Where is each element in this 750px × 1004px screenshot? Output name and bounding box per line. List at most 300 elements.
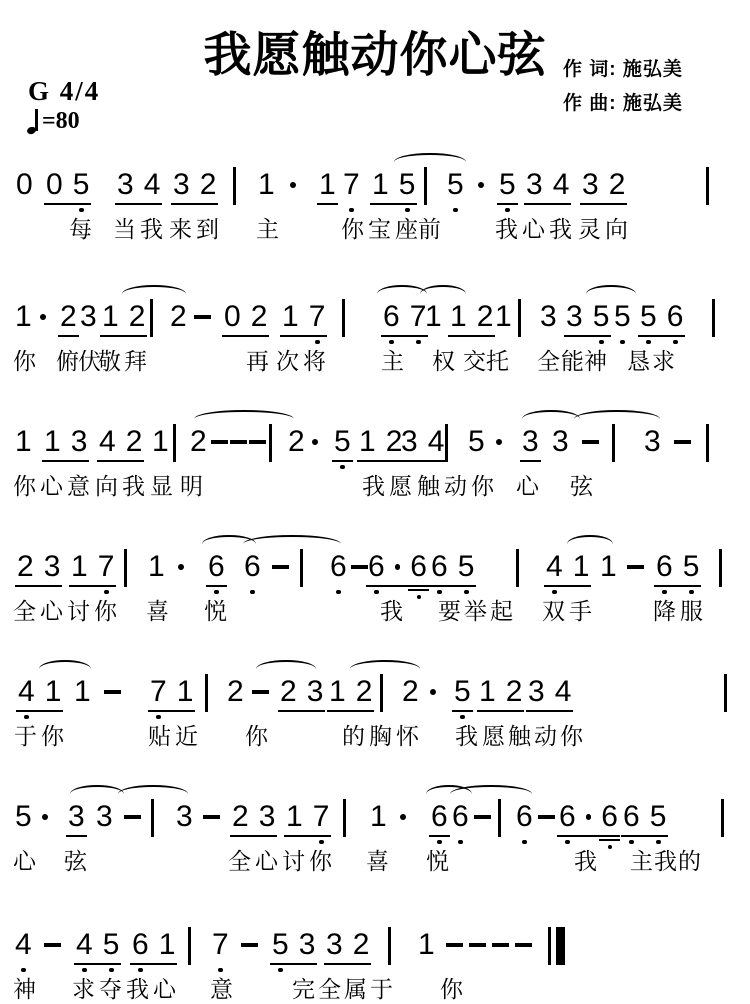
lyric-syllable: 我	[126, 976, 149, 1002]
lyric-syllable: 意	[210, 976, 233, 1002]
note: 1	[319, 168, 336, 201]
note: 6	[208, 550, 225, 583]
lyric-syllable: 喜	[146, 598, 169, 624]
barline	[388, 927, 391, 965]
lyric-syllable: 我	[362, 473, 385, 499]
note: 1	[450, 300, 467, 333]
beam-group	[477, 677, 524, 712]
note: 6	[516, 800, 533, 833]
beam-group	[526, 677, 573, 712]
lyric-syllable: 你	[13, 348, 36, 374]
lyric-syllable: 近	[175, 723, 198, 749]
slur-tie-arc	[118, 785, 188, 803]
beam-group	[399, 427, 446, 462]
note: 4	[99, 425, 116, 458]
lyric-syllable: 要	[438, 598, 461, 624]
note: 2	[232, 800, 249, 833]
note: 2	[352, 928, 370, 961]
lyric-syllable: 神	[13, 976, 36, 1002]
tempo-value: =80	[42, 108, 80, 134]
note: 5	[640, 300, 657, 333]
beam-group	[58, 302, 79, 337]
lyric-syllable: 求	[72, 976, 95, 1002]
lyric-syllable: 我	[140, 216, 163, 242]
note: 3	[43, 550, 61, 583]
lyric-syllable: 讨	[67, 598, 90, 624]
lyric-syllable: 愿	[482, 723, 505, 749]
lyric-syllable: 神	[584, 348, 607, 374]
lyric-syllable: 弦	[64, 848, 87, 874]
note: 4	[552, 168, 570, 201]
beam-group	[130, 930, 177, 965]
note: 3	[96, 800, 113, 833]
lyricist-credit: 作 词: 施弘美	[563, 59, 683, 80]
note: 0	[16, 168, 33, 201]
lyric-syllable: 能	[561, 348, 584, 374]
lyric-syllable: 拜	[124, 348, 147, 374]
beam-group	[654, 552, 701, 587]
barline	[498, 799, 501, 837]
lyric-syllable: 服	[680, 598, 703, 624]
duration-dash	[252, 690, 269, 694]
lyric-syllable: 心	[516, 473, 539, 499]
beam-group	[171, 170, 218, 205]
barline	[712, 299, 715, 337]
lyric-syllable: 全	[228, 848, 251, 874]
note: 5	[649, 800, 667, 833]
note: 1	[152, 425, 169, 458]
duration-dash	[674, 440, 691, 444]
lyric-syllable: 敬	[98, 348, 121, 374]
lyric-syllable: 心	[255, 848, 278, 874]
final-barline	[556, 927, 565, 965]
note: 7	[212, 928, 229, 961]
slur-tie-arc	[122, 285, 186, 303]
slur-tie-arc	[522, 410, 580, 428]
lyric-syllable: 明	[180, 473, 203, 499]
barline	[516, 549, 519, 587]
beam-group	[278, 677, 325, 712]
note: 3	[522, 425, 539, 458]
lyric-syllable: 胸	[369, 723, 392, 749]
slur-tie-arc	[350, 660, 420, 678]
augmentation-dot	[496, 439, 502, 445]
lyric-syllable: 宝	[368, 216, 391, 242]
augmentation-dot	[478, 182, 484, 188]
note: 2	[608, 168, 626, 201]
note: 2	[476, 300, 494, 333]
note: 3	[540, 300, 557, 333]
slur-tie-arc	[39, 660, 91, 678]
lyric-syllable: 向	[95, 473, 118, 499]
lyric-syllable: 主	[630, 848, 653, 874]
lyric-syllable: 全	[318, 976, 341, 1002]
note: 1	[286, 800, 303, 833]
lyric-syllable: 怀	[396, 723, 419, 749]
note: 1	[102, 300, 119, 333]
note: 0	[46, 168, 63, 201]
lyric-syllable: 我	[380, 598, 403, 624]
lyric-syllable: 举	[464, 598, 487, 624]
lyric-syllable: 主	[256, 216, 279, 242]
note: 2	[190, 425, 207, 458]
lyric-syllable: 座	[395, 216, 418, 242]
note: 4	[554, 675, 572, 708]
lyric-syllable: 心	[522, 216, 545, 242]
lyric-syllable: 我	[549, 216, 572, 242]
beam-group	[15, 552, 62, 587]
note: 3	[173, 168, 190, 201]
barline	[188, 927, 191, 965]
beam-group	[524, 170, 571, 205]
lyric-syllable: 属	[344, 976, 367, 1002]
barline	[445, 424, 448, 462]
lyric-syllable: 起	[490, 598, 513, 624]
beam-group	[100, 302, 147, 337]
duration-dash	[124, 815, 141, 819]
lyric-syllable: 悦	[426, 848, 449, 874]
lyric-syllable: 你	[341, 216, 364, 242]
note: 0	[224, 300, 241, 333]
lyric-syllable: 意	[67, 473, 90, 499]
duration-dash	[582, 440, 599, 444]
note: 1	[71, 550, 88, 583]
lyric-syllable: 的	[678, 848, 701, 874]
note: 5	[468, 425, 485, 458]
beam-group	[357, 427, 404, 462]
note: 2	[60, 300, 77, 333]
duration-dash	[230, 440, 247, 444]
duration-dash	[538, 815, 555, 819]
beam-group	[327, 677, 374, 712]
lyric-syllable: 心	[153, 976, 176, 1002]
augmentation-dot	[178, 564, 184, 570]
note: 3	[528, 675, 545, 708]
quarter-note-icon	[27, 108, 40, 135]
note: 6	[368, 550, 385, 583]
note: 5	[592, 300, 610, 333]
note: 2	[250, 300, 268, 333]
lyric-syllable: 求	[652, 348, 675, 374]
beam-group	[324, 930, 371, 965]
beam-group	[544, 552, 591, 587]
lyric-syllable: 贴	[148, 723, 171, 749]
lyric-syllable: 夺	[99, 976, 122, 1002]
key-time-signature: G 4/4	[28, 76, 101, 106]
slur-tie-arc	[450, 785, 532, 803]
lyric-syllable: 来	[169, 216, 192, 242]
lyric-syllable: 心	[40, 598, 63, 624]
lyric-syllable: 于	[370, 976, 393, 1002]
note: 5	[334, 425, 351, 458]
note: 1	[370, 800, 387, 833]
note: 2	[505, 675, 523, 708]
lyric-syllable: 我	[574, 848, 597, 874]
note: 4	[546, 550, 563, 583]
note: 2	[227, 675, 244, 708]
beam-group	[206, 552, 227, 587]
duration-dash	[44, 943, 61, 947]
lyric-syllable: 托	[486, 348, 509, 374]
note: 2	[17, 550, 34, 583]
lyric-syllable: 手	[569, 598, 592, 624]
duration-dash	[203, 815, 220, 819]
barline	[518, 299, 521, 337]
slur-tie-arc	[243, 535, 341, 553]
note: 5	[454, 675, 471, 708]
note: 3	[80, 300, 97, 333]
beam-group	[366, 552, 429, 587]
beam-group	[497, 170, 518, 205]
duration-dash	[446, 943, 463, 947]
beam-group	[270, 930, 317, 965]
song-title: 我愿触动你心弦	[203, 29, 547, 82]
note: 4	[18, 675, 35, 708]
duration-dash	[627, 565, 644, 569]
lyric-syllable: 到	[196, 216, 219, 242]
note: 3	[644, 425, 661, 458]
lyric-syllable: 触	[508, 723, 531, 749]
note: 2	[385, 425, 403, 458]
lyric-syllable: 愿	[389, 473, 412, 499]
barline	[342, 299, 345, 337]
augmentation-dot	[430, 689, 436, 695]
duration-dash	[241, 943, 258, 947]
augmentation-dot	[42, 814, 48, 820]
beam-group	[557, 802, 620, 837]
beam-group	[429, 802, 450, 837]
lyric-syllable: 全	[537, 348, 560, 374]
note: 6	[383, 300, 400, 333]
lyric-syllable: 当	[113, 216, 136, 242]
note: 1	[418, 928, 435, 961]
note: 2	[170, 300, 187, 333]
lyric-syllable: 灵	[578, 216, 601, 242]
barline	[300, 549, 303, 587]
duration-dash	[474, 815, 491, 819]
barline	[706, 424, 709, 462]
beam-group	[317, 170, 338, 205]
note: 1	[572, 550, 590, 583]
barline	[719, 549, 722, 587]
barline	[706, 167, 709, 205]
note: 6	[559, 800, 576, 833]
beam-group	[284, 802, 331, 837]
note: 1	[74, 675, 91, 708]
note: 6	[244, 550, 261, 583]
lyric-syllable: 向	[605, 216, 628, 242]
note: 6	[656, 550, 673, 583]
note: 1	[479, 675, 496, 708]
lyric-syllable: 动	[534, 723, 557, 749]
beam-group	[230, 802, 277, 837]
note: 1	[44, 675, 62, 708]
lyric-syllable: 你	[560, 723, 583, 749]
note: 3	[552, 425, 569, 458]
duration-dash	[104, 690, 121, 694]
lyric-syllable: 双	[542, 598, 565, 624]
lyric-syllable: 我	[495, 216, 518, 242]
note: 1	[15, 425, 32, 458]
lyric-syllable: 我	[122, 473, 145, 499]
lyric-syllable: 全	[13, 598, 36, 624]
note: 1	[425, 300, 442, 333]
lyric-syllable: 心	[40, 473, 63, 499]
lyric-syllable: 再	[246, 348, 269, 374]
note: 7	[343, 168, 360, 201]
note: 1	[329, 675, 346, 708]
barline	[380, 674, 383, 712]
beam-group	[564, 302, 611, 337]
note: 6	[452, 800, 469, 833]
barline	[424, 167, 427, 205]
composer-credit: 作 曲: 施弘美	[563, 93, 683, 114]
note: 2	[125, 425, 143, 458]
lyric-syllable: 前	[418, 216, 441, 242]
note: 5	[682, 550, 700, 583]
lyric-syllable: 讨	[282, 848, 305, 874]
note: 5	[614, 300, 631, 333]
slur-tie-arc	[194, 410, 294, 428]
note: 3	[176, 800, 193, 833]
lyric-syllable: 将	[303, 348, 326, 374]
beam-group	[42, 427, 89, 462]
barline	[233, 167, 236, 205]
note: 3	[566, 300, 583, 333]
final-barline	[548, 927, 551, 965]
beam-group	[452, 677, 473, 712]
note: 4	[76, 928, 93, 961]
barline	[269, 424, 272, 462]
lyric-syllable: 降	[653, 598, 676, 624]
note: 1	[15, 300, 32, 333]
lyric-syllable: 我	[455, 723, 478, 749]
barline	[151, 799, 154, 837]
beam-group	[280, 302, 327, 337]
barline	[173, 424, 176, 462]
tempo-marking	[27, 108, 80, 138]
note: 6	[132, 928, 149, 961]
note: 3	[306, 675, 324, 708]
note: 2	[355, 675, 373, 708]
note: 3	[117, 168, 134, 201]
lyric-syllable: 你	[41, 723, 64, 749]
slur-tie-arc	[567, 535, 613, 553]
note: 5	[447, 168, 464, 201]
note: 7	[150, 675, 167, 708]
beam-group	[115, 170, 162, 205]
beam-group	[222, 302, 269, 337]
lyric-syllable: 恳	[627, 348, 650, 374]
note: 7	[308, 300, 326, 333]
lyric-syllable: 动	[444, 473, 467, 499]
note: 4	[15, 928, 32, 961]
note: 1	[282, 300, 299, 333]
slur-tie-arc	[586, 285, 636, 303]
lyric-syllable: 你	[440, 976, 463, 1002]
note: 3	[326, 928, 343, 961]
note: 6	[330, 550, 347, 583]
note: 1	[44, 425, 61, 458]
duration-dash	[492, 943, 509, 947]
beam-group	[580, 170, 627, 205]
note: 3	[526, 168, 543, 201]
lyric-syllable: 悦	[204, 598, 227, 624]
note: 5	[499, 168, 516, 201]
note: 2	[402, 675, 419, 708]
duration-dash	[211, 440, 228, 444]
beam-group	[148, 677, 195, 712]
note: 7	[409, 300, 427, 333]
slur-tie-arc	[420, 285, 466, 303]
note: 2	[128, 300, 146, 333]
note: 4	[143, 168, 161, 201]
note: 1	[600, 550, 617, 583]
note: 3	[258, 800, 276, 833]
note: 6	[601, 800, 618, 833]
note: 7	[312, 800, 330, 833]
lyric-syllable: 喜	[366, 848, 389, 874]
note: 1	[158, 928, 176, 961]
beam-group	[638, 302, 685, 337]
slur-tie-arc	[256, 660, 316, 678]
beam-group	[69, 552, 116, 587]
lyric-syllable: 你	[245, 723, 268, 749]
lyric-syllable: 次	[276, 348, 299, 374]
lyric-syllable: 的	[342, 723, 365, 749]
beam-group	[16, 677, 63, 712]
note: 1	[176, 675, 194, 708]
augmentation-dot	[586, 814, 592, 820]
note: 3	[401, 425, 418, 458]
lyric-syllable: 俯	[56, 348, 79, 374]
note: 2	[199, 168, 217, 201]
barline	[612, 424, 615, 462]
barline	[150, 299, 153, 337]
augmentation-dot	[40, 314, 46, 320]
slur-tie-arc	[394, 153, 466, 171]
duration-dash	[249, 440, 266, 444]
augmentation-dot	[400, 814, 406, 820]
lyric-syllable: 心	[13, 848, 36, 874]
duration-dash	[469, 943, 486, 947]
barline	[724, 674, 727, 712]
note: 6	[431, 550, 448, 583]
lyric-syllable: 你	[13, 473, 36, 499]
beam-group	[97, 427, 144, 462]
note: 3	[582, 168, 599, 201]
lyric-syllable: 于	[14, 723, 37, 749]
note: 5	[457, 550, 475, 583]
note: 4	[427, 425, 445, 458]
beam-group	[381, 302, 428, 337]
lyric-syllable: 伏	[78, 348, 101, 374]
augmentation-dot	[312, 439, 318, 445]
beam-group	[74, 930, 121, 965]
barline	[343, 799, 346, 837]
duration-dash	[515, 943, 532, 947]
note: 1	[359, 425, 376, 458]
lyric-syllable: 每	[69, 216, 92, 242]
note: 5	[15, 800, 32, 833]
note: 6	[623, 800, 640, 833]
note: 5	[398, 168, 416, 201]
note: 2	[280, 675, 297, 708]
lyric-syllable: 弦	[570, 473, 593, 499]
note: 5	[272, 928, 289, 961]
lyric-syllable: 你	[309, 848, 332, 874]
lyric-syllable: 显	[150, 473, 173, 499]
